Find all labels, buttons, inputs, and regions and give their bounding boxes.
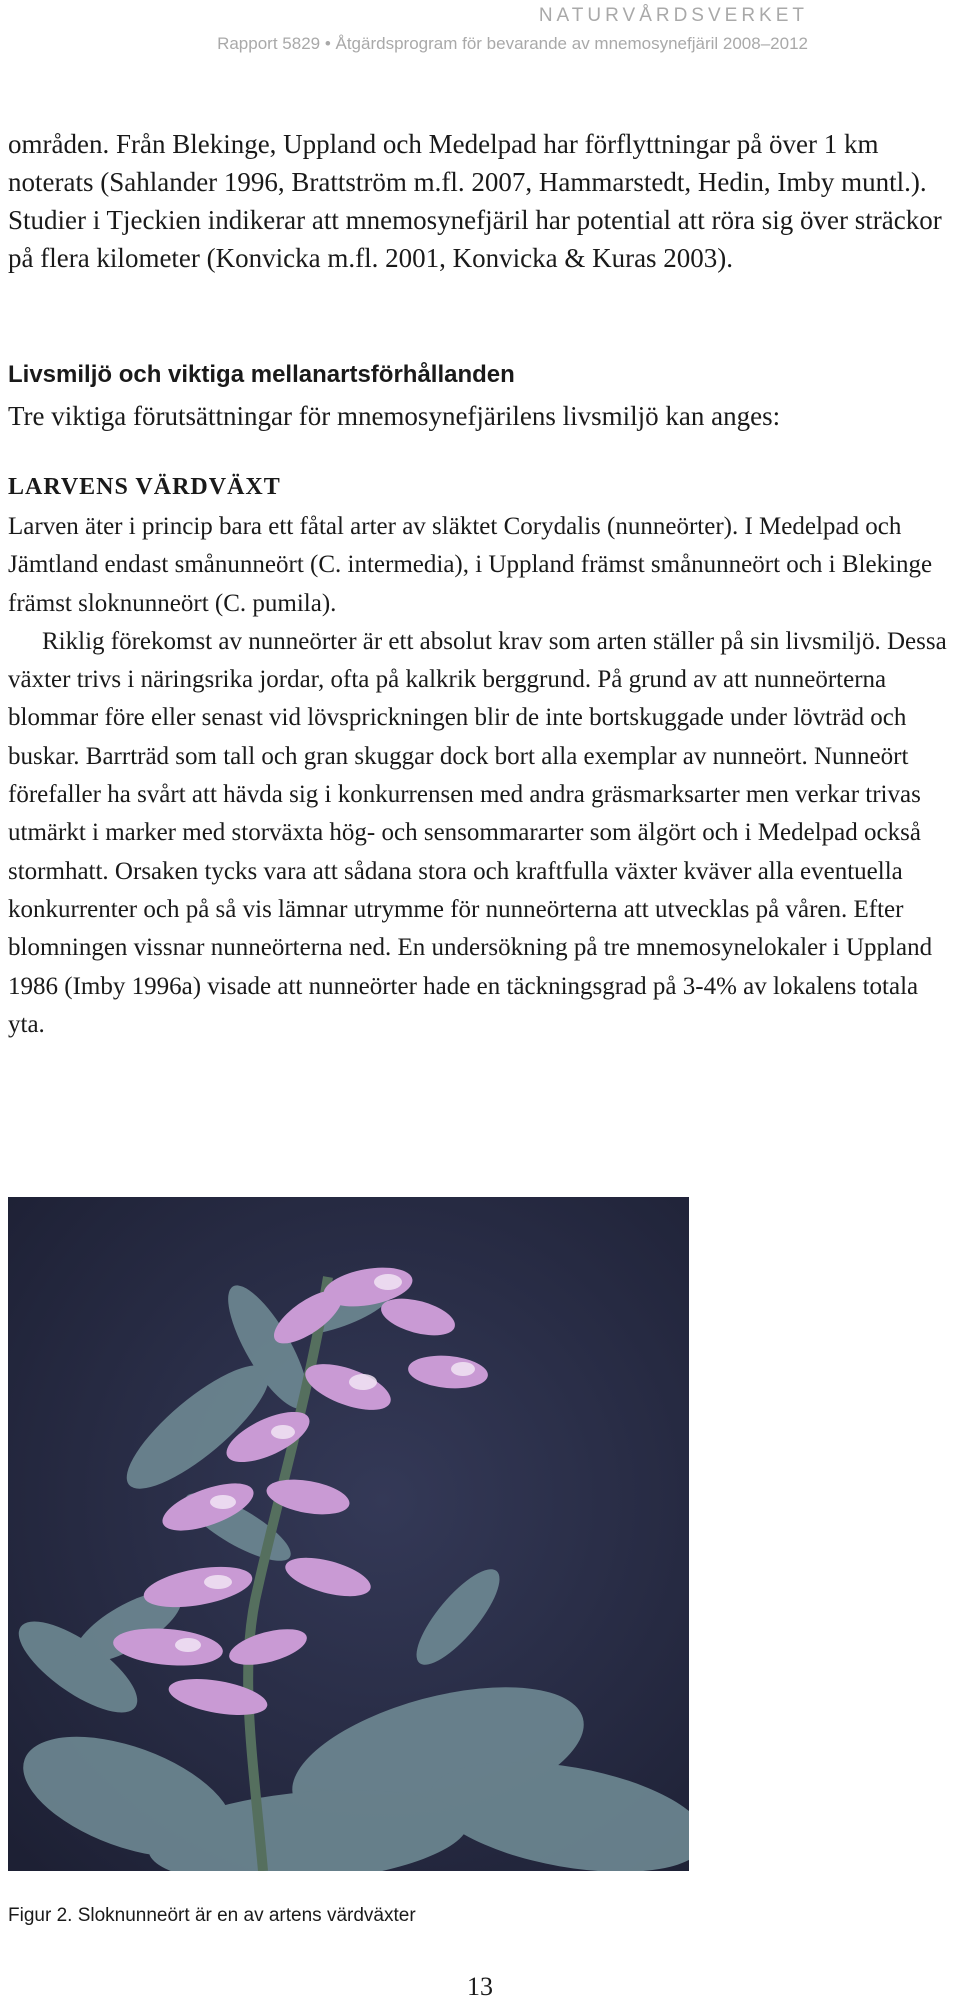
page-number: 13 bbox=[467, 1972, 493, 2001]
figure-caption: Figur 2. Sloknunneört är en av artens värdväxter bbox=[8, 1905, 416, 1926]
agency-name: NATURVÅRDSVERKET bbox=[538, 5, 808, 26]
subsection-body bbox=[8, 508, 958, 1044]
flower-illustration bbox=[8, 1197, 689, 1871]
figure-photo-corydalis bbox=[8, 1197, 689, 1871]
section-lead: Tre viktiga förutsättningar för mnemosynefjärilens livsmiljö kan anges: bbox=[8, 401, 781, 431]
body-paragraph-2: Riklig förekomst av nunneörter är ett absolut krav som arten ställer på sin livsmiljö. Dessa växter trivs i näringsrika jordar, ofta på kalkrik berggrund. På grund av att nunneörterna blommar före eller senast vid lövsprickningen blir de inte bortskuggade under lövträd och buskar. Barrträd som tall och gran skuggar dock bort alla exemplar av nunneört. Nunneört förefaller ha svårt att hävda sig i konkurrensen med andra gräsmarksarter men verkar trivas utmärkt i marker med storväxta hög- och sensommararter som älgört och i Medelpad också stormhatt. Orsaken tycks vara att sådana stora och kraftfulla växter kväver alla eventuella konkurrenter och på så vis lämnar utrymme för nunneörterna att utvecklas på våren. Efter blomningen vissnar nunneörterna ned. En undersökning på tre mnemosynelokaler i Uppland 1986 (Imby 1996a) visade att nunneörter hade en täckningsgrad på 3-4% av lokalens totala yta. bbox=[8, 627, 947, 1038]
page-header bbox=[217, 4, 808, 56]
body-paragraph-1: Larven äter i princip bara ett fåtal arter av släktet Corydalis (nunneörter). I Medelpad och Jämtland endast smånunneört (C. intermedia), i Uppland främst smånunneört och i Blekinge främst sloknunneört (C. pumila). bbox=[8, 513, 933, 617]
section-heading: Livsmiljö och viktiga mellanartsförhållanden bbox=[8, 361, 515, 388]
intro-paragraph: områden. Från Blekinge, Uppland och Medelpad har förflyttningar på över 1 km noterats (Sahlander 1996, Brattström m.fl. 2007, Hammarstedt, Hedin, Imby muntl.). Studier i Tjeckien indikerar att mnemosynefjäril har potential att röra sig över sträckor på flera kilometer (Konvicka m.fl. 2001, Konvicka & Kuras 2003). bbox=[8, 129, 942, 273]
subsection-heading: LARVENS VÄRDVÄXT bbox=[8, 474, 281, 500]
report-title: Rapport 5829 • Åtgärdsprogram för bevarande av mnemosynefjäril 2008–2012 bbox=[217, 34, 808, 53]
